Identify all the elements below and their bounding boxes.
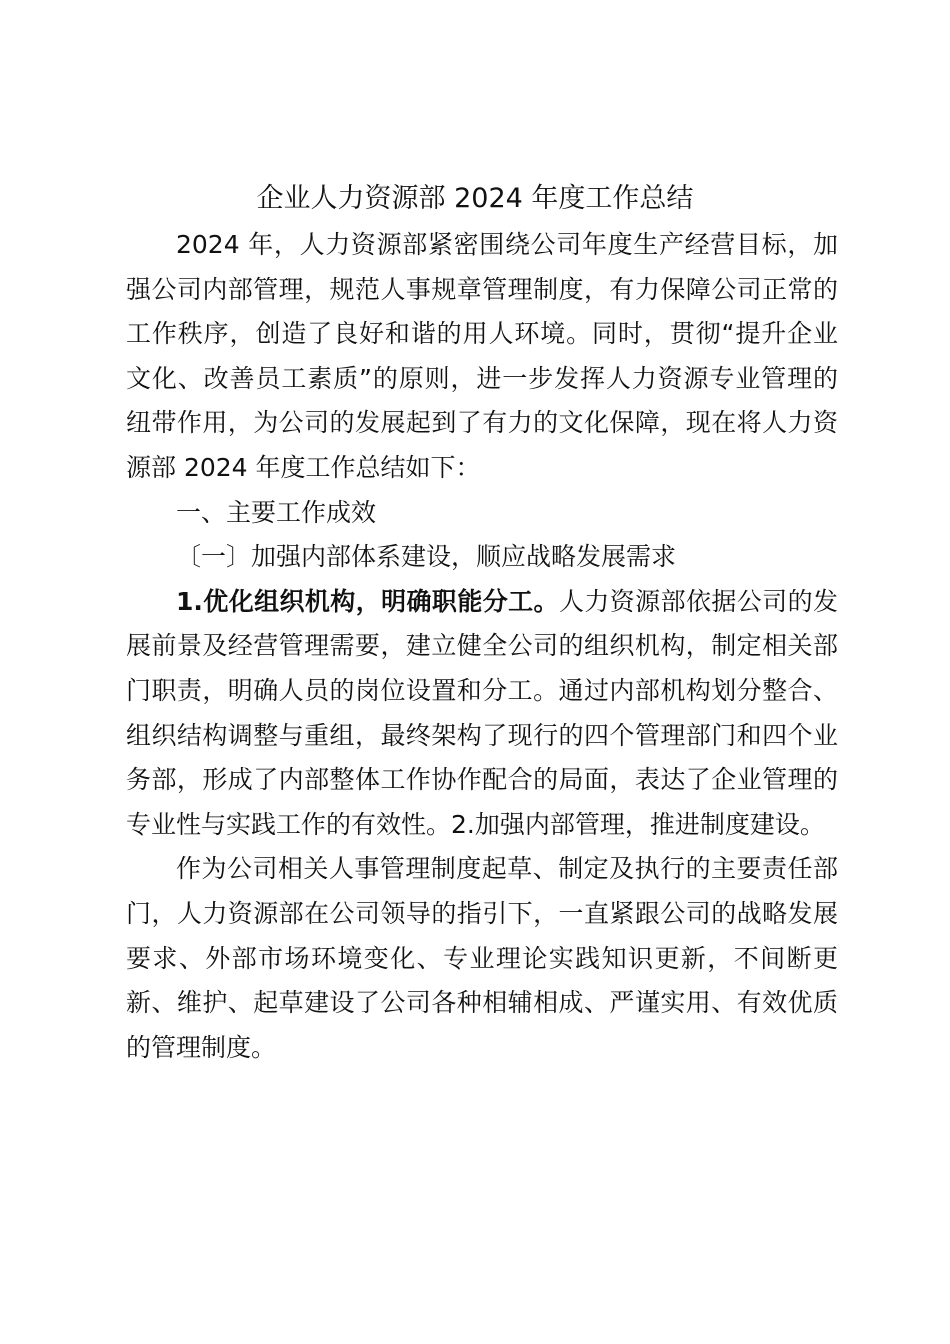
item-paragraph (126, 580, 838, 848)
intro-paragraph: 2024 年，人力资源部紧密围绕公司年度生产经营目标，加强公司内部管理，规范人事规章管理制度，有力保障公司正常的工作秩序，创造了良好和谐的用人环境。同时，贯彻“提升企业文化、改善员工素质”的原则，进一步发挥人力资源专业管理的纽带作用，为公司的发展起到了有力的文化保障，现在将人力资源部 2024 年度工作总结如下： (126, 230, 838, 482)
item-text: 人力资源部依据公司的发展前景及经营管理需要，建立健全公司的组织机构，制定相关部门职责，明确人员的岗位设置和分工。通过内部机构划分整合、组织结构调整与重组，最终架构了现行的四个管理部门和四个业务部，形成了内部整体工作协作配合的局面，表达了企业管理的专业性与实践工作的有效性。2.加强内部管理，推进制度建设。 (126, 586, 838, 839)
section-heading: 一、主要工作成效 (176, 497, 377, 527)
item-lead: 1.优化组织机构，明确职能分工。 (176, 586, 559, 616)
document-body (126, 223, 838, 1070)
closing-paragraph: 作为公司相关人事管理制度起草、制定及执行的主要责任部门，人力资源部在公司领导的指引下，一直紧跟公司的战略发展要求、外部市场环境变化、专业理论实践知识更新，不间断更新、维护、起草建设了公司各种相辅相成、严谨实用、有效优质的管理制度。 (126, 854, 838, 1062)
document-title: 企业人力资源部 2024 年度工作总结 (256, 183, 694, 214)
subsection-heading: 〔一〕加强内部体系建设，顺应战略发展需求 (176, 542, 677, 572)
